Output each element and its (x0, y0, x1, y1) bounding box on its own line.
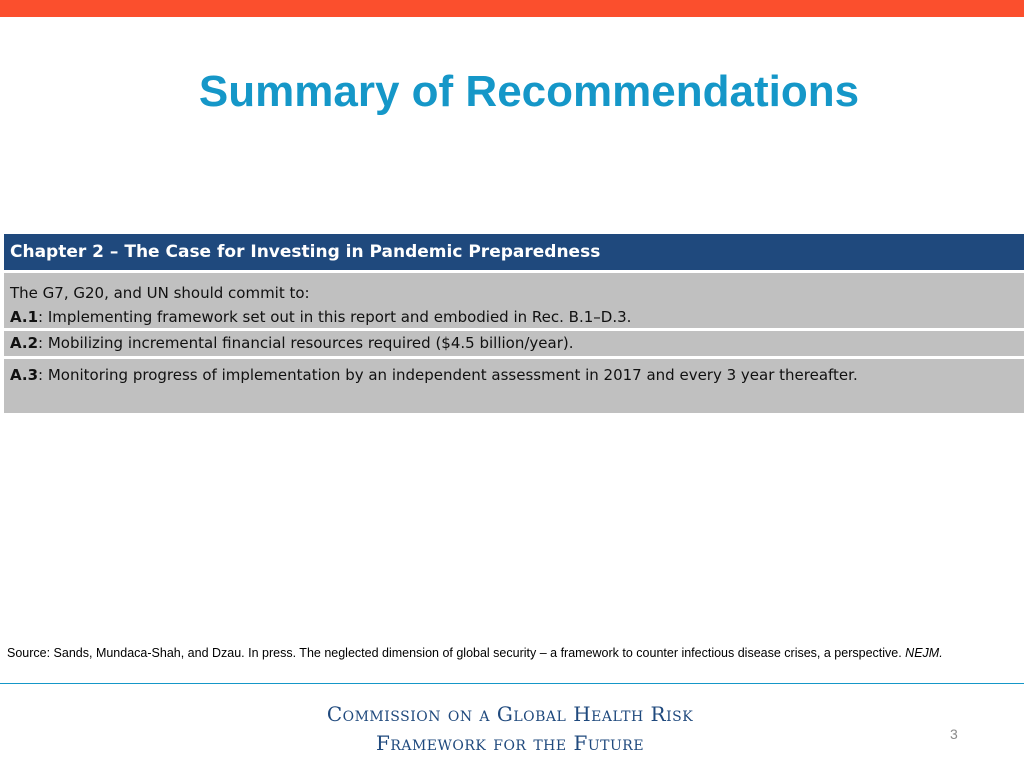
page-number: 3 (950, 726, 958, 742)
footer-divider (0, 683, 1024, 684)
recommendation-id: A.1 (10, 308, 39, 326)
slide-title: Summary of Recommendations (198, 67, 860, 116)
recommendation-text: : Implementing framework set out in this report and embodied in Rec. B.1–D.3. (38, 308, 632, 326)
commission-footer-logo (0, 700, 1020, 758)
source-journal: NEJM. (905, 646, 943, 660)
table-header: Chapter 2 – The Case for Investing in Pandemic Preparedness (4, 234, 1024, 270)
source-citation (7, 645, 957, 662)
recommendation-a3 (10, 366, 858, 384)
source-text: Source: Sands, Mundaca-Shah, and Dzau. In press. The neglected dimension of global security – a framework to counter infectious disease crises, a perspective. (7, 646, 906, 660)
recommendation-id: A.2 (10, 334, 39, 352)
footer-line-1: Commission on a Global Health Risk (326, 702, 694, 726)
recommendation-text: : Mobilizing incremental financial resources required ($4.5 billion/year). (38, 334, 574, 352)
recommendation-a1 (10, 305, 1024, 329)
table-row (4, 359, 1024, 413)
recommendation-text: : Monitoring progress of implementation by an independent assessment in 2017 and every 3 year thereafter. (38, 366, 858, 384)
recommendations-table (4, 234, 1024, 416)
recommendation-id: A.3 (10, 366, 39, 384)
table-row (4, 331, 1024, 356)
top-accent-bar (0, 0, 1024, 17)
footer-line-2: Framework for the Future (375, 731, 645, 755)
table-row (4, 273, 1024, 328)
recommendation-a2 (10, 334, 573, 352)
table-intro-text: The G7, G20, and UN should commit to: (10, 284, 310, 302)
